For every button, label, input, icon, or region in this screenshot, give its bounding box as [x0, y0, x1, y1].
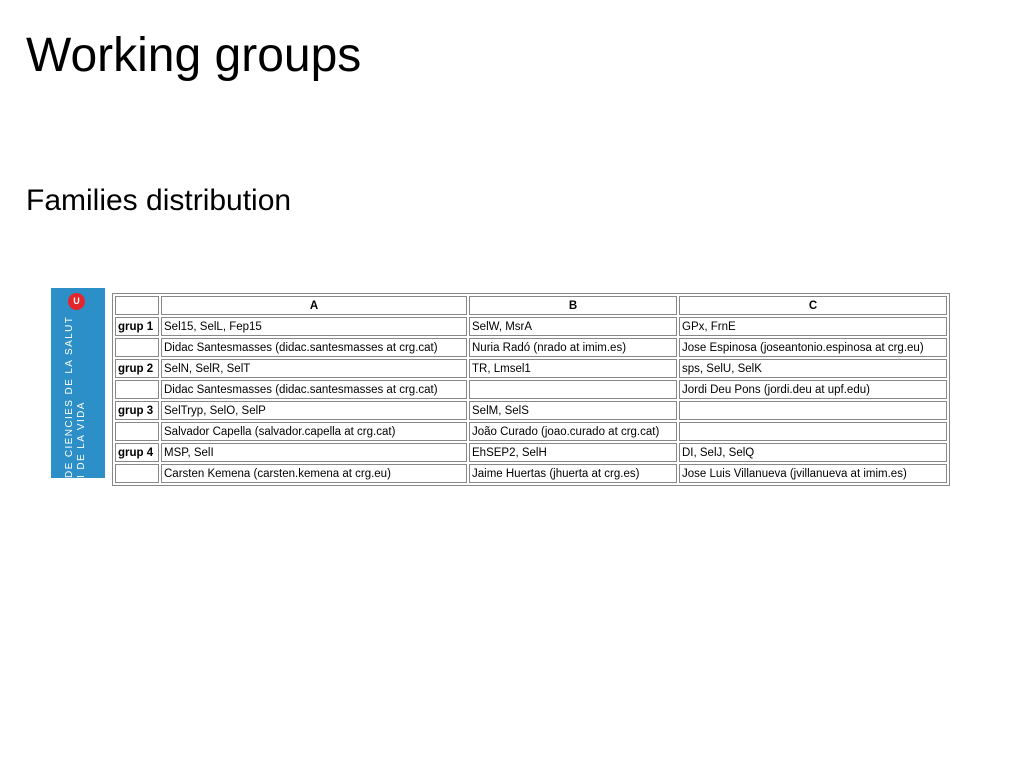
group-cell: grup 3: [115, 401, 159, 420]
table-row: [115, 422, 947, 441]
cell-a: Didac Santesmasses (didac.santesmasses at crg.cat): [161, 380, 467, 399]
header-cell-c: C: [679, 296, 947, 315]
page-title: Working groups: [26, 29, 362, 82]
table-row: [115, 317, 947, 336]
cell-c: [679, 422, 947, 441]
table-row: [115, 401, 947, 420]
cell-a: SelN, SelR, SelT: [161, 359, 467, 378]
header-cell-empty: [115, 296, 159, 315]
cell-c: Jordi Deu Pons (jordi.deu at upf.edu): [679, 380, 947, 399]
cell-a: MSP, SelI: [161, 443, 467, 462]
table-row: [115, 380, 947, 399]
cell-c: Jose Espinosa (joseantonio.espinosa at crg.eu): [679, 338, 947, 357]
logo-strip-text: [64, 288, 94, 478]
header-cell-a: A: [161, 296, 467, 315]
cell-b: EhSEP2, SelH: [469, 443, 677, 462]
cell-b: SelW, MsrA: [469, 317, 677, 336]
header-cell-b: B: [469, 296, 677, 315]
table-row: [115, 359, 947, 378]
cell-b: SelM, SelS: [469, 401, 677, 420]
cell-b: TR, Lmsel1: [469, 359, 677, 378]
group-cell: [115, 422, 159, 441]
cell-a: Sel15, SelL, Fep15: [161, 317, 467, 336]
cell-c: Jose Luis Villanueva (jvillanueva at imim.es): [679, 464, 947, 483]
table-header-row: [115, 296, 947, 315]
working-groups-table: [112, 293, 950, 486]
university-logo-strip: [51, 288, 105, 478]
group-cell: grup 4: [115, 443, 159, 462]
page-subtitle: Families distribution: [26, 184, 292, 217]
group-cell: [115, 380, 159, 399]
cell-c: DI, SelJ, SelQ: [679, 443, 947, 462]
group-cell: [115, 464, 159, 483]
cell-c: GPx, FrnE: [679, 317, 947, 336]
group-cell: grup 1: [115, 317, 159, 336]
cell-b: Nuria Radó (nrado at imim.es): [469, 338, 677, 357]
cell-a: Salvador Capella (salvador.capella at crg.cat): [161, 422, 467, 441]
cell-b: [469, 380, 677, 399]
logo-strip-line-1: DE CIÈNCIES DE LA SALUT: [64, 315, 75, 478]
table-row: [115, 338, 947, 357]
cell-a: Didac Santesmasses (didac.santesmasses at crg.cat): [161, 338, 467, 357]
cell-b: João Curado (joao.curado at crg.cat): [469, 422, 677, 441]
group-cell: grup 2: [115, 359, 159, 378]
university-logo-icon: U: [68, 293, 85, 310]
table-row: [115, 443, 947, 462]
logo-strip-line-2: I DE LA VIDA: [76, 401, 87, 478]
cell-b: Jaime Huertas (jhuerta at crg.es): [469, 464, 677, 483]
table-row: [115, 464, 947, 483]
cell-c: [679, 401, 947, 420]
group-cell: [115, 338, 159, 357]
cell-a: Carsten Kemena (carsten.kemena at crg.eu): [161, 464, 467, 483]
cell-a: SelTryp, SelO, SelP: [161, 401, 467, 420]
cell-c: sps, SelU, SelK: [679, 359, 947, 378]
